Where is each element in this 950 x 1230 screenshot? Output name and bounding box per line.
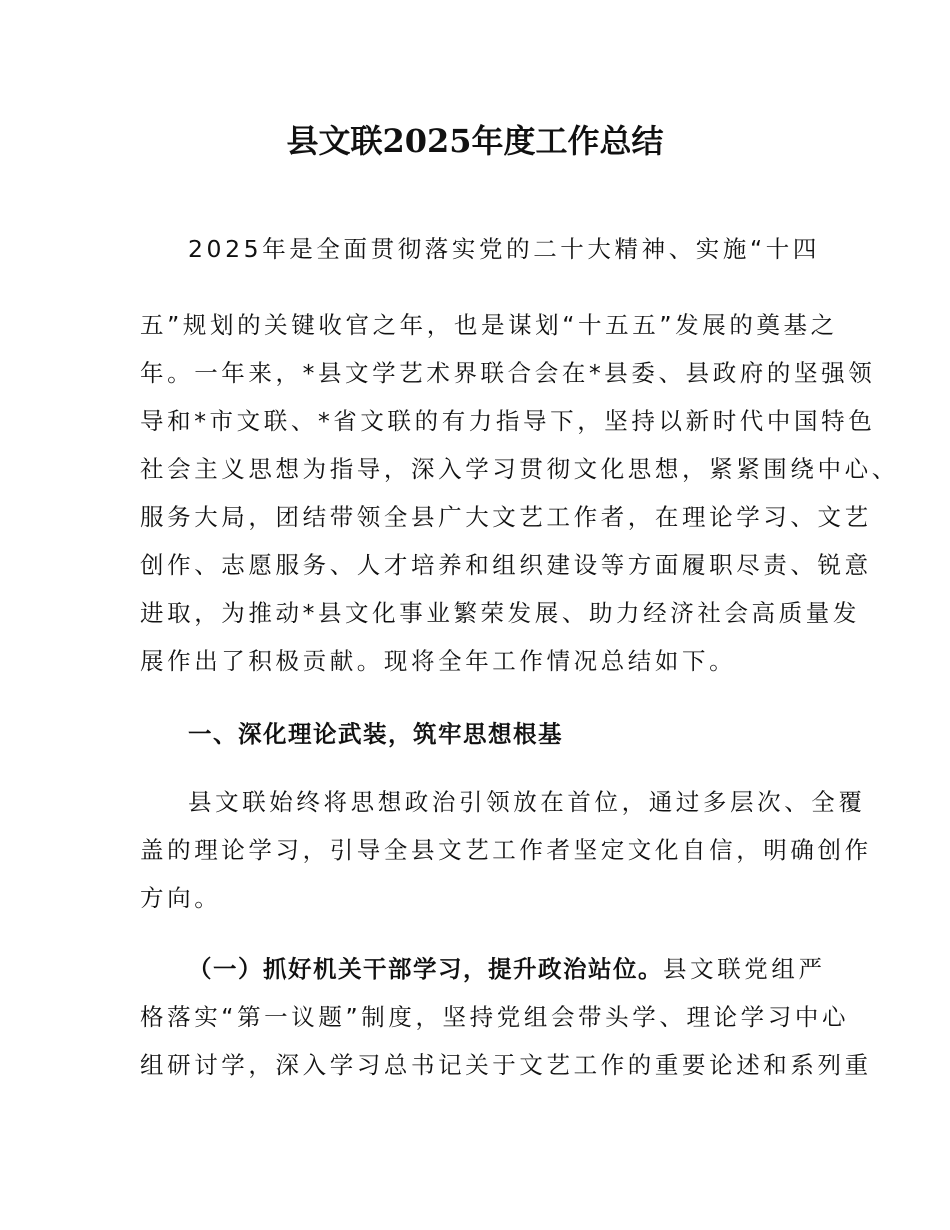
intro-line: 服务大局，团结带领全县广大文艺工作者，在理论学习、文艺 [140, 503, 872, 531]
section-paragraph-line: 方向。 [140, 884, 222, 912]
subsection-line: 格落实“第一议题”制度，坚持党组会带头学、理论学习中心 [140, 1003, 850, 1031]
intro-line: 2025年是全面贯彻落实党的二十大精神、实施“十四 [188, 235, 820, 263]
intro-line: 五”规划的关键收官之年，也是谋划“十五五”发展的奠基之 [140, 311, 838, 339]
subsection-line: 组研讨学，深入学习总书记关于文艺工作的重要论述和系列重 [140, 1051, 872, 1079]
intro-line: 年。一年来，*县文学艺术界联合会在*县委、县政府的坚强领 [140, 359, 876, 387]
section-paragraph-line: 盖的理论学习，引导全县文艺工作者坚定文化自信，明确创作 [140, 836, 872, 864]
subsection-bold-lead: （一）抓好机关干部学习，提升政治站位。 [188, 955, 663, 983]
intro-line: 展作出了积极贡献。现将全年工作情况总结如下。 [140, 647, 737, 675]
intro-line: 进取，为推动*县文化事业繁荣发展、助力经济社会高质量发 [140, 599, 860, 627]
subsection-first-line-rest: 县文联党组严 [663, 955, 826, 983]
intro-line: 导和*市文联、*省文联的有力指导下，坚持以新时代中国特色 [140, 407, 876, 435]
section-paragraph-line: 县文联始终将思想政治引领放在首位，通过多层次、全覆 [188, 788, 866, 816]
section-heading: 一、深化理论武装，筑牢思想根基 [188, 720, 563, 748]
intro-line: 创作、志愿服务、人才培养和组织建设等方面履职尽责、锐意 [140, 551, 872, 579]
document-title: 县文联2025年度工作总结 [286, 122, 664, 160]
subsection-first-line [188, 952, 826, 986]
intro-line: 社会主义思想为指导，深入学习贯彻文化思想，紧紧围绕中心、 [140, 455, 899, 483]
